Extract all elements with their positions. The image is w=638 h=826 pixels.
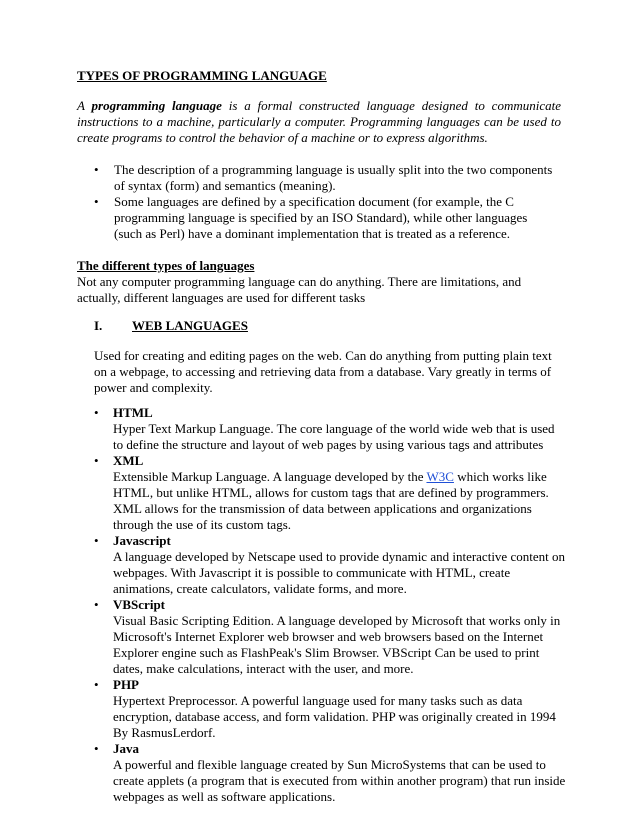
- bullet-icon: •: [94, 162, 99, 177]
- language-description: A language developed by Netscape used to provide dynamic and interactive content on webpages. With Javascript it is possible to communicate with HTML, create animations, create calculators, validate forms, and more.: [113, 549, 565, 596]
- bullet-icon: •: [94, 597, 99, 612]
- language-description: [113, 469, 566, 533]
- language-description: A powerful and flexible language created by Sun MicroSystems that can be used to create applets (a program that is executed from within another program) that run inside webpages as well as software applications.: [113, 757, 566, 804]
- bullet-icon: •: [94, 677, 99, 692]
- list-item: [94, 194, 558, 242]
- bullet-icon: •: [94, 405, 99, 420]
- bullet-icon: •: [94, 453, 99, 468]
- language-name: Javascript: [113, 533, 171, 548]
- intro-prefix: A: [77, 98, 92, 113]
- language-name: VBScript: [113, 597, 165, 612]
- document-title: TYPES OF PROGRAMMING LANGUAGE: [77, 68, 327, 83]
- bullet-text: The description of a programming language is usually split into the two components of syntax (form) and semantics (meaning).: [114, 162, 553, 193]
- intro-term: programming language: [91, 98, 222, 113]
- intro-rest: is a formal constructed language designed to communicate instructions to a machine, particularly a computer. Programming languages can be used to create programs to control the behavior of a machine or to express algorithms.: [77, 98, 561, 145]
- language-name: XML: [113, 453, 144, 468]
- w3c-link[interactable]: W3C: [426, 469, 454, 484]
- types-paragraph: Not any computer programming language can do anything. There are limitations, and actually, different languages are used for different tasks: [77, 274, 522, 305]
- types-heading: The different types of languages: [77, 258, 255, 273]
- list-item-java: [94, 741, 566, 805]
- bullet-icon: •: [94, 741, 99, 756]
- languages-list: [94, 405, 566, 805]
- bullet-icon: •: [94, 533, 99, 548]
- list-item-javascript: [94, 533, 566, 597]
- intro-bullet-list: [94, 162, 558, 242]
- list-item-vbscript: [94, 597, 566, 677]
- desc-before-link: Extensible Markup Language. A language developed by the: [113, 469, 427, 484]
- list-item-xml: [94, 453, 566, 533]
- language-name: PHP: [113, 677, 139, 692]
- desc-after-link: which works like HTML, but unlike HTML, allows for custom tags that are defined by programmers. XML allows for the transmission of data between applications and organizations through the use of its custom tags.: [113, 469, 549, 532]
- list-item: [94, 162, 558, 194]
- list-item-php: [94, 677, 566, 741]
- language-description: Visual Basic Scripting Edition. A language developed by Microsoft that works only in Microsoft's Internet Explorer web browser and web browsers based on the Internet Explorer engine such as FlashPeak's Slim Browser. VBScript Can be used to print dates, make calculations, interact with the user, and more.: [113, 613, 561, 676]
- language-description: Hypertext Preprocessor. A powerful language used for many tasks such as data encryption, database access, and form validation. PHP was originally created in 1994 By RasmusLerdorf.: [113, 693, 556, 740]
- intro-paragraph: [77, 98, 561, 146]
- section-title: WEB LANGUAGES: [132, 318, 248, 333]
- language-description: Hyper Text Markup Language. The core language of the world wide web that is used to define the structure and layout of web pages by using various tags and attributes: [113, 421, 555, 452]
- bullet-icon: •: [94, 194, 99, 209]
- language-name: HTML: [113, 405, 153, 420]
- section-paragraph: Used for creating and editing pages on the web. Can do anything from putting plain text on a webpage, to accessing and retrieving data from a database. Vary greatly in terms of power and complexity.: [94, 348, 552, 395]
- bullet-text: Some languages are defined by a specification document (for example, the C programming language is specified by an ISO Standard), while other languages (such as Perl) have a dominant implementation that is treated as a reference.: [114, 194, 528, 241]
- section-number: I.: [94, 318, 103, 333]
- language-name: Java: [113, 741, 139, 756]
- list-item-html: [94, 405, 566, 453]
